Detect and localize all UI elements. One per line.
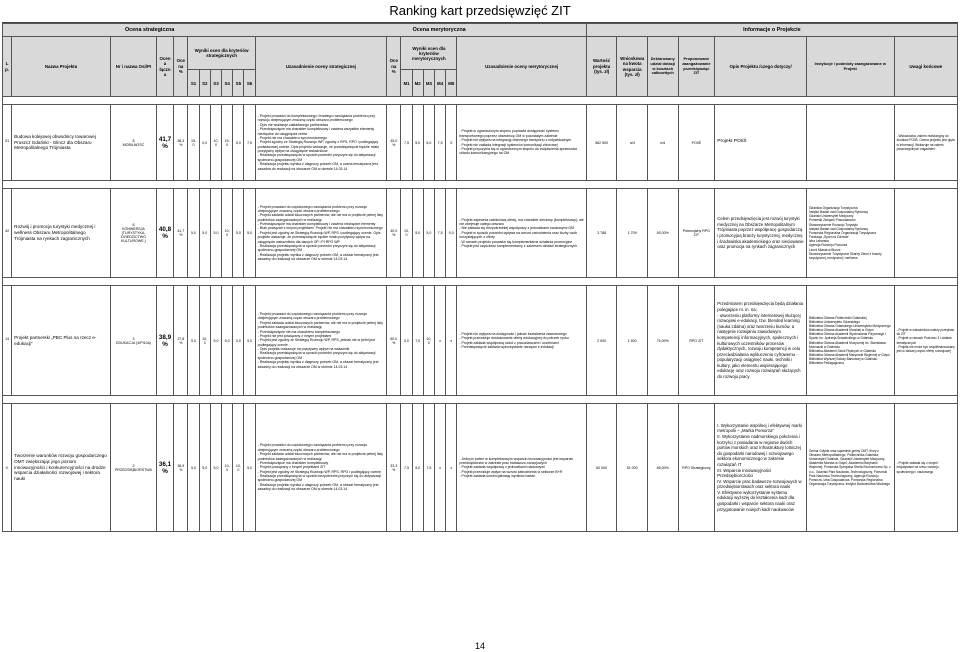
- row-remarks: - Projekt w wskaźników należy przepisać do ZIT - Projekt w ramach Poziomu 3 i działań tematycznych - Projekt nie może być współfinansowany jest w dalszej części oferty rozwojowej: [894, 286, 957, 396]
- row-requested: n/d: [617, 105, 648, 181]
- row-total-score: 40,8%: [156, 189, 173, 278]
- row-s-pct: 27,8%: [174, 286, 188, 396]
- col-m3: M3: [423, 70, 434, 97]
- group-info-label: Informacje o Projekcie: [586, 24, 957, 37]
- row-s6-score: 5,0: [244, 286, 255, 396]
- row-s2-score: 0,0: [199, 105, 210, 181]
- col-remarks: Uwagi końcowe: [894, 37, 957, 97]
- row-s-justification: - Projekt prowadzi do kompleksowego i trwałego rozwiązania problemu przy rozwoju obejmującym znaczną część obszaru problemowego - Opis nie wskazuje zakładanego partnerstwa - Przedsięwzięcie ma charakter kompleksowy i zawiera wszystkie elementy niezbędne do osiągnięcia celów - Projekt nie ma charakteru synchronicznego - Projekt zgodny ze Strategią Rozwoju WP, zgodny z RPS, RPO i podlegający podstawowej ocenie. Opis projektu wskazuje, że przedsięwzięcie będzie miało pozytywny wpływ na osiągnięcie wskaźników - Realizacja przedsięwzięcia w sposób pośredni przyczyni się do aktywizacji społeczno-gospodarczej OM - Realizacja projektu wynika z diagnozy potrzeb OM, a ocena tematyczna jest zasadna do realizacji na obszarze OM w okresie 14.03.14: [255, 105, 386, 181]
- col-s2: S2: [199, 70, 210, 97]
- row-m3-score: 10,0: [423, 286, 434, 396]
- row-project-name: Tworzenie warunków rozwoju gospodarczego OMT zwiększając jego poziom innowacyjności i konkurencyjności na drodze wsparcia działalności rozwojowej i sektora nauki: [12, 404, 111, 532]
- table-row: [3, 105, 958, 181]
- row-m3-score: 5,0: [423, 189, 434, 278]
- row-os: 8 KONWERSJA (TURYSTYKA, DZIEDZICTWO KULTUROWE,): [111, 189, 157, 278]
- row-m-pct: 33,3%: [387, 404, 401, 532]
- col-m-results: Wyniki ocen dla kryteriów merytorycznych: [401, 37, 457, 70]
- row-m-justification: - Projekt nie wpływa na dostępność i jakość kształcenia zawodowego - Projekt przewiduje dostosowanie oferty edukacyjnej do potrzeb rynku - Projekt zakłada współpracę szkół z pracodawcami i uczelniami - Przedsięwzięcie zakłada wykorzystanie narzędzi e-edukacji: [457, 286, 586, 396]
- row-s5-score: 5,0: [233, 105, 244, 181]
- col-total: Ocena łączna: [156, 37, 173, 97]
- row-m-pct: 40,0%: [387, 189, 401, 278]
- col-m1: M1: [401, 70, 412, 97]
- row-s2-score: 5,0: [199, 189, 210, 278]
- row-level: RPO Strategiczny: [678, 404, 715, 532]
- col-value: Wartość projektu (tys. zł): [586, 37, 617, 97]
- row-s-justification: - Projekt prowadzi do częściowego rozwiązania problemu przy rozwoju obejmującym znaczną część obszaru problemowego - Projekt zakłada udział kluczowych partnerów, ale nie ma w projekcie pełnej listy podmiotów zaangażowanych w realizację - Przedsięwzięcie ma charakter kompleksowy - Projekt powiązany z innymi projektami ZIT - Projekt jest zgodny ze Strategią Rozwoju WP, RPS, RPO i podlegający ocenie - Realizacja przedsięwzięcia w sposób bezpośredni przyczyni się do aktywizacji społeczno-gospodarczej OM - Realizacja projektu wynika z diagnozy potrzeb OM, a obszar tematyczny jest zasadny do realizacji na obszarze OM w okresie 14.03.14: [255, 404, 386, 532]
- group-strategic-label: Ocena strategiczna: [124, 27, 175, 33]
- row-s3-score: 5,0: [210, 286, 221, 396]
- row-m1-score: 7,5: [401, 105, 412, 181]
- row-s1-score: 5,0: [188, 189, 199, 278]
- row-m3-score: 7,5: [423, 404, 434, 532]
- row-remarks: [894, 189, 957, 278]
- row-s6-score: 5,0: [244, 404, 255, 532]
- row-m5-score: 0: [446, 105, 457, 181]
- col-s-results: Wyniki ocen dla kryteriów strategicznych: [188, 37, 255, 70]
- row-description: Celem przedsięwzięcia jest rozwój turystyki medycznej na Obszarze Metropolitalnym Trójmiasta poprzez współpracę gospodarczą i promocyjną branży turystycznej, medycznej i środowiska akademickiego oraz sieciowanie oraz promocja na rynkach zagranicznych: [715, 189, 807, 278]
- row-s-pct: 38,3%: [174, 105, 188, 181]
- row-m-justification: - Jednym polem w kompleksowym wsparciu innowacyjności jest wsparcie przedsiębiorstw w zakresie prac badawczo-rozwojowych - Projekt zakłada współpracę z jednostkami naukowymi - Projekt przewiduje wpływ na wzrost zatrudnienia w sektorze B+R - Projekt zakłada komercjalizację wyników badań: [457, 404, 586, 532]
- row-value: 562 500: [586, 105, 617, 181]
- row-s5-score: 10,0: [233, 404, 244, 532]
- col-m2: M2: [412, 70, 423, 97]
- row-s5-score: 0,0: [233, 286, 244, 396]
- row-lp: 9.: [3, 404, 12, 532]
- row-total-score: 36,1%: [156, 404, 173, 532]
- row-institutions: Gmina Gdynia oraz sąsiednie gminy OMT, firmy z Obszaru Metropolitalnego, Politechnika Gdańska, Uniwersytet Gdański, Gdański Uniwersytet Medyczny, Akademia Morska w Gdyni, Akademia Marynarki Wojennej, Pomorska Specjalna Strefa Ekonomiczna Sp. z o.o., Gdański Park Naukowo-Technologiczny, Pomorski Park Naukowo-Technologiczny, Agencja Rozwoju Pomorza, Izba Gospodarcza, Pomorska Regionalna Organizacja Turystyczna, Instytut Budownictwa Wodnego: [806, 404, 894, 532]
- row-s3-score: 10,0: [210, 105, 221, 181]
- row-s1-score: 5,0: [188, 404, 199, 532]
- row-project-name: Budowa kolejowej obwodnicy towarowej Pruszcz Gdański - Glincz dla Obszaru Metropolitalnego Trójmiasta: [12, 105, 111, 181]
- row-share: 85,00%: [647, 404, 678, 532]
- row-gap: [3, 97, 958, 105]
- row-level: Potencjalny RPO ZIT: [678, 189, 715, 278]
- row-m1-score: 10,0: [401, 189, 412, 278]
- row-m1-score: 7,5: [401, 404, 412, 532]
- col-share: Deklarowany udział dotacji w kosztach całkowitych: [647, 37, 678, 97]
- col-s5: S5: [233, 70, 244, 97]
- table-row: [3, 189, 958, 278]
- row-m-justification: - Projekt w ograniczonym stopniu poprawia dostępność systemu transportowego poprzez obwodnicę OM w pozostałym zakresie - Projekt nie wpływa na integrację obecnego transportu z indywidualnym - Projekt nie zakłada integracji systemów komunikacji zbiorowej - Projekt przyczynia się w ograniczonym stopniu do zwiększenia sprawności układu komunikacyjnego na OM: [457, 105, 586, 181]
- row-m-pct: 45,0%: [387, 105, 401, 181]
- row-s4-score: 10,0: [222, 189, 233, 278]
- col-institutions: Instytucje / podmioty zaangażowane w Projekt: [806, 37, 894, 97]
- row-m4-score: 7,5: [435, 189, 446, 278]
- row-project-name: Projekt partnerski „PBC Plus na rzecz e-edukacji”: [12, 286, 111, 396]
- row-s3-score: 5,0: [210, 189, 221, 278]
- row-m5-score: 0,0: [446, 189, 457, 278]
- row-share: n/d: [647, 105, 678, 181]
- row-institutions: Biblioteka Główna Politechniki Gdańskiej Biblioteka Uniwersytetu Gdańskiego Biblioteka Główna Gdańskiego Uniwersytetu Medycznego Biblioteka Główna Akademii Morskiej w Gdyni Biblioteka Główna Akademii Wychowania Fizycznego i Sportu im. Jędrzeja Śniadeckiego w Gdańsku Biblioteka Główna Akademii Muzycznej im. Stanisława Moniuszki w Gdańsku Biblioteka Akademii Sztuk Pięknych w Gdańsku Biblioteka Główna Akademii Marynarki Wojennej w Gdyni Biblioteka Wyższej Szkoły Bankowej w Gdańsku Biblioteka Pedagogiczna: [806, 286, 894, 396]
- table-row: [3, 404, 958, 532]
- col-s-justification: Uzasadnienie oceny strategicznej: [255, 37, 386, 97]
- col-s1: S1: [188, 70, 199, 97]
- row-m-justification: - Projekt zapewnia całościową ofertę, ma charakter sieciowy (kompleksowy), ale nie obejmuje całego obszaru - Nie zakłada się bezpośredniej współpracy z jednostkami naukowymi OM - Projekt w sposób pośredni wpływa na wzrost zatrudnienia oraz liczby osób korzystających z oferty - W ramach projektu prowadzi się komplementarne działania promocyjne - Projekt jest częściowo komplementarny z zakresem działań strategicznych: [457, 189, 586, 278]
- row-os: 3 EDUKACJA (3/PI10a): [111, 286, 157, 396]
- row-s2-score: 5,0: [199, 404, 210, 532]
- row-share: 45,00%: [647, 189, 678, 278]
- row-remarks: - Projekt zakłada się z innymi inicjatywami na rzecz rozwoju społecznego i naukowego: [894, 404, 957, 532]
- row-gap-cell: [3, 396, 958, 404]
- page-number: 14: [474, 641, 485, 651]
- row-gap-cell: [3, 181, 958, 189]
- row-requested: 1 500: [617, 286, 648, 396]
- row-s1-score: 15,0: [188, 105, 199, 181]
- row-lp: 51.: [3, 105, 12, 181]
- row-s-pct: 41,7%: [174, 189, 188, 278]
- row-lp: 42.: [3, 189, 12, 278]
- row-m2-score: 5,0: [412, 189, 423, 278]
- row-gap-cell: [3, 278, 958, 286]
- row-description: I. Wykorzystanie wspólnej i efektywnej marki metropolii – „Marka Pomorza” II. Wykorzystanie nadmorskiego położenia i korzyści z posiadania w regionie dwóch portów morskich oraz infrastruktury lotniczej do gospodarki narodowej i rozwojowego sektora ekonomicznego w zakresie rozwiązań IT III. Wsparcie innowacyjności Przedsiębiorczości IV. Wsparcie prac badawczo-rozwojowych w przedsiębiorstwach oraz sektora nauki V. Efektywne wykorzystanie systemu edukacji wyższej do kształcenia kadr dla gospodarki i wsparcie sektora nauki oraz przygotowanie nowych kadr naukowców: [715, 404, 807, 532]
- row-institutions: [806, 105, 894, 181]
- row-lp: 14.: [3, 286, 12, 396]
- row-requested: 51 000: [617, 404, 648, 532]
- row-gap: [3, 278, 958, 286]
- row-description: Przedmiotem przedsięwzięcia będą działania polegające m. in. na: - utworzeniu platformy internetowej służącej rozwojowi e-edukacji, tzw. blended learning (nauka zdalna) oraz tworzeniu kursów, a następnie rozwijaniu zawodowym kompetencji informacyjnych, społecznych i kulturowych uczestników procesów dydaktycznych, rozwoju kompetencji w celu przeciwdziałania wykluczeniu cyfrowemu - popularyzacji osiągnięć nauki, techniki i kultury, jako elementu wspierającego edukację oraz rozwoju rozwiązań służących do rozwoju pracy: [715, 286, 807, 396]
- row-m2-score: 5,0: [412, 105, 423, 181]
- row-m5-score: x: [446, 286, 457, 396]
- row-s5-score: 5,0: [233, 189, 244, 278]
- row-remarks: - Wskazówka: zakres realizacyjny do środków POIiŚ. Ocena projektu jest ujęta w informacji. Wskazuje na zakres poszczególnych zagadnień.: [894, 105, 957, 181]
- row-s3-score: 5,0: [210, 404, 221, 532]
- table-row: [3, 286, 958, 396]
- col-requested: Wnioskowana kwota wsparcia (tys. zł): [617, 37, 648, 97]
- row-value: 2 000: [586, 286, 617, 396]
- row-s-pct: 38,9%: [174, 404, 188, 532]
- row-m-pct: 50,0%: [387, 286, 401, 396]
- group-strategic-merit: [3, 24, 587, 37]
- col-m-pct: Ocena %: [387, 37, 401, 97]
- row-description: Projekt POIiŚ: [715, 105, 807, 181]
- row-s-justification: - Projekt prowadzi do częściowego rozwiązania problemu przy rozwoju obejmującym znaczną część obszaru problemowego - Projekt zakłada udział kluczowych partnerów, ale nie ma w projekcie pełnej listy podmiotów zaangażowanych w realizację - Przedsięwzięcie ma charakter kompleksowy i zawiera niezbędne elementy - Brak powiązań z innymi projektami. Projekt nie ma charakteru synchronicznego - Projekt jest zgodny ze Strategią Rozwoju WP, RPS i podlegający ocenie. Opis projektu wskazuje, że przedsięwzięcie będzie miało pozytywny wpływ na osiągnięcie wskaźników dla danych OP i PI RPO WP - Realizacja przedsięwzięcia w sposób pośredni przyczyni się do aktywizacji społeczno-gospodarczej OM - Realizacja projektu wynika z diagnozy potrzeb OM, a obszar tematyczny jest zasadny do realizacji na obszarze OM w okresie 14.03.14: [255, 189, 386, 278]
- col-m4: M4: [435, 70, 446, 97]
- row-m4-score: 7,5: [435, 105, 446, 181]
- row-level: POIiŚ: [678, 105, 715, 181]
- row-s6-score: 7,5: [244, 105, 255, 181]
- rows-body: [3, 97, 958, 532]
- row-institutions: Gdańska Organizacja Turystyczna Instytut Badań nad Gospodarką Rynkową Gdański Uniwersytet Medyczny Pomorski Związek Pracodawców Stowarzyszenie Rozwoju Turystyki Instytut Badań nad Gospodarką Rynkową Pomorska Regionalna Organizacja Turystyczna Fundacja „Sport na Zdrowie” Izba Lekarska Agencja Rozwoju Pomorza Liczni Miasta w Biurze Stowarzyszenie Turystyczne Skarby Ziemi z branży turystycznej, medycznej i wellness: [806, 189, 894, 278]
- row-gap: [3, 396, 958, 404]
- col-m-justification: Uzasadnienie oceny merytorycznej: [457, 37, 586, 97]
- row-m1-score: 0,0: [401, 286, 412, 396]
- row-os: 8 MOBILNOŚĆ: [111, 105, 157, 181]
- row-share: 75,00%: [647, 286, 678, 396]
- row-m3-score: 5,0: [423, 105, 434, 181]
- row-m2-score: 7,5: [412, 286, 423, 396]
- group-merit-label: Ocena merytoryczna: [412, 27, 466, 33]
- row-s1-score: 5,0: [188, 286, 199, 396]
- col-s6: S6: [244, 70, 255, 97]
- col-os: Nr i nazwa Osi/PI: [111, 37, 157, 97]
- col-name: Nazwa Projektu: [12, 37, 111, 97]
- col-s3: S3: [210, 70, 221, 97]
- row-value: 60 000: [586, 404, 617, 532]
- row-m2-score: 5,0: [412, 404, 423, 532]
- col-s4: S4: [222, 70, 233, 97]
- row-value: 3 788: [586, 189, 617, 278]
- ranking-sheet: [2, 22, 958, 532]
- col-description: Opis Projektu /czego dotyczy/: [715, 37, 807, 97]
- row-s6-score: 5,0: [244, 189, 255, 278]
- row-m5-score: x: [446, 404, 457, 532]
- col-level: Proponowane zaangażowanie przedsięwzięć ZIT: [678, 37, 715, 97]
- col-lp: Lp.: [3, 37, 12, 97]
- row-s2-score: 10,0: [199, 286, 210, 396]
- row-total-score: 41,7%: [156, 105, 173, 181]
- row-total-score: 38,9%: [156, 286, 173, 396]
- row-s4-score: 10,0: [222, 404, 233, 532]
- col-m5: M5: [446, 70, 457, 97]
- row-requested: 1 709: [617, 189, 648, 278]
- row-s4-score: 15,0: [222, 105, 233, 181]
- page-title: Ranking kart przedsięwzięć ZIT: [389, 3, 571, 18]
- row-s-justification: - Projekt prowadzi do częściowego rozwiązania problemu przy rozwoju obejmującym znaczną część obszaru problemowego - Projekt zakłada udział kluczowych partnerów, ale nie ma w projekcie pełnej listy podmiotów zaangażowanych w realizację - Przedsięwzięcie nie ma charakteru kompleksowego - Projekt nie jest powiązany z innymi projektami - Projekt jest zgodny ze Strategią Rozwoju WP, RPS, jednak nie w pełni jest podlegający ocenie - Opis projektu wskazuje na pozytywny wpływ na wskaźniki - Realizacja przedsięwzięcia w sposób pośredni przyczyni się do aktywizacji społeczno-gospodarczej OM - Realizacja projektu wynika z diagnozy potrzeb OM, a obszar tematyczny jest zasadny do realizacji na obszarze OM w okresie 14.03.14: [255, 286, 386, 396]
- row-project-name: Rozwój i promocja turystyki medycznej i wellness Obszaru Metropolitalnego Trójmiasta na rynkach zagranicznych: [12, 189, 111, 278]
- row-s4-score: 5,0: [222, 286, 233, 396]
- row-gap: [3, 181, 958, 189]
- row-gap-cell: [3, 97, 958, 105]
- row-level: RPO ZIT: [678, 286, 715, 396]
- col-s-pct: Ocena %: [174, 37, 188, 97]
- row-m4-score: x: [435, 404, 446, 532]
- row-os: 2 PRZEDSIĘBIORSTWA: [111, 404, 157, 532]
- ranking-table: [2, 23, 958, 532]
- row-m4-score: x: [435, 286, 446, 396]
